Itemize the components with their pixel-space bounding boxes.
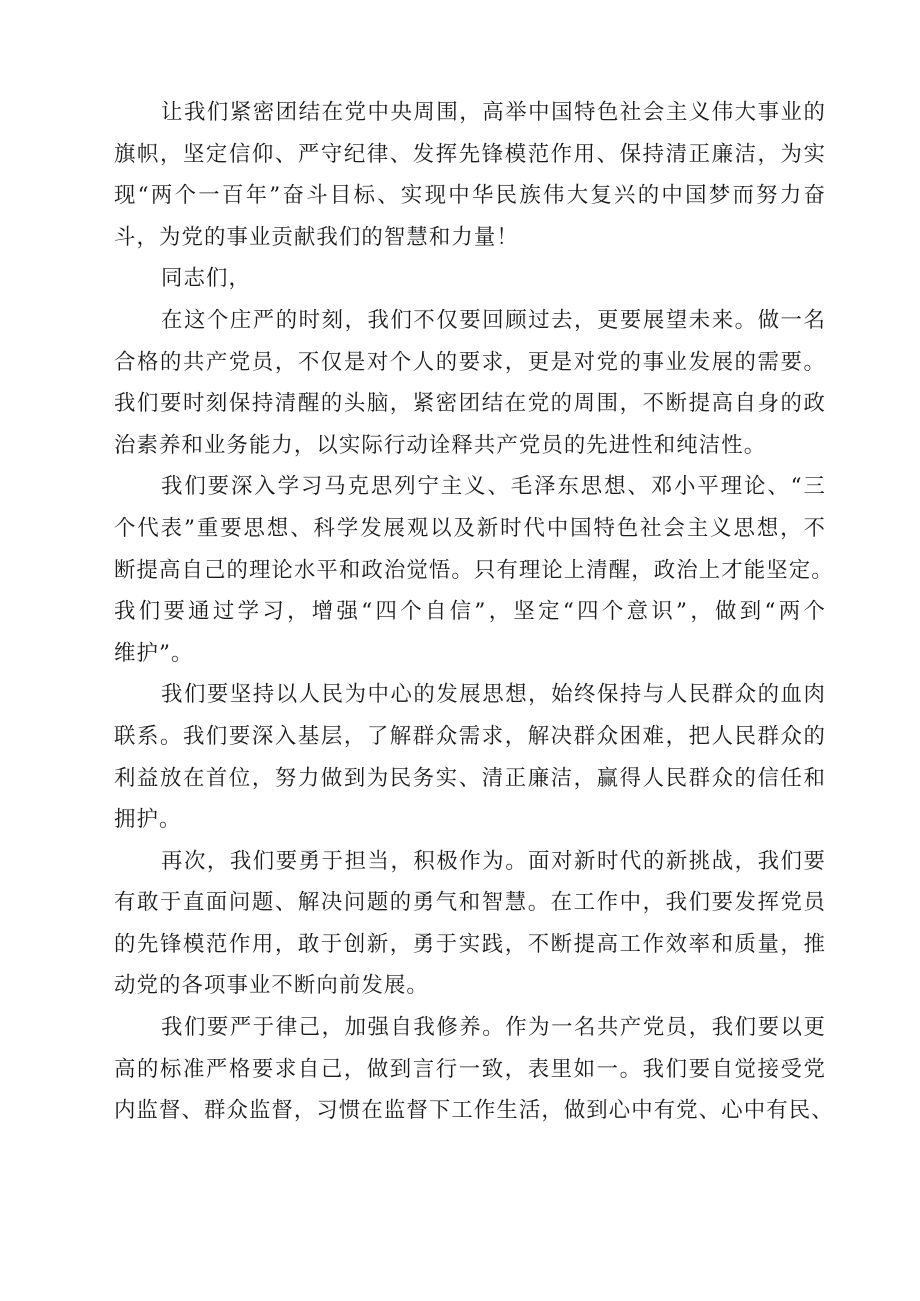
paragraph-salutation — [114, 258, 826, 300]
text-line: 维护”。 — [114, 640, 194, 666]
text-line: 斗，为党的事业贡献我们的智慧和力量！ — [114, 224, 519, 250]
text-line: 现“两个一百年”奋斗目标、实现中华民族伟大复兴的中国梦而努力奋 — [114, 183, 826, 209]
paragraph-self-discipline — [114, 1007, 834, 1132]
paragraph-theory-study — [114, 466, 834, 674]
paragraph-people-centered — [114, 674, 826, 840]
text-line: 高的标准严格要求自己，做到言行一致，表里如一。我们要自觉接受党 — [114, 1056, 826, 1082]
text-line: 让我们紧密团结在党中央周围，高举中国特色社会主义伟大事业的 — [161, 100, 826, 125]
text-line: 我们要深入学习马克思列宁主义、毛泽东思想、邓小平理论、“三 — [161, 474, 826, 500]
text-line: 利益放在首位，努力做到为民务实、清正廉洁，赢得人民群众的信任和 — [114, 765, 826, 791]
text-line: 在这个庄严的时刻，我们不仅要回顾过去，更要展望未来。做一名 — [161, 307, 826, 333]
text-line: 动党的各项事业不断向前发展。 — [114, 973, 429, 999]
text-line: 拥护。 — [114, 807, 182, 833]
document-body — [114, 92, 834, 1132]
text-line: 治素养和业务能力，以实际行动诠释共产党员的先进性和纯洁性。 — [114, 432, 767, 458]
text-line: 我们要通过学习，增强“四个自信”，坚定“四个意识”，做到“两个 — [114, 599, 826, 625]
text-line: 合格的共产党员，不仅是对个人的要求，更是对党的事业发展的需要。 — [114, 349, 826, 375]
paragraph-unite-around-party — [114, 92, 826, 258]
paragraph-take-responsibility — [114, 841, 826, 1007]
text-line: 再次，我们要勇于担当，积极作为。面对新时代的新挑战，我们要 — [161, 848, 826, 874]
text-line: 我们要严于律己，加强自我修养。作为一名共产党员，我们要以更 — [161, 1015, 826, 1041]
text-line: 内监督、群众监督，习惯在监督下工作生活，做到心中有党、心中有民、 — [114, 1098, 834, 1124]
paragraph-look-to-future — [114, 300, 826, 466]
text-line: 我们要坚持以人民为中心的发展思想，始终保持与人民群众的血肉 — [161, 682, 826, 708]
text-line: 断提高自己的理论水平和政治觉悟。只有理论上清醒，政治上才能坚定。 — [114, 557, 834, 583]
text-line: 联系。我们要深入基层，了解群众需求，解决群众困难，把人民群众的 — [114, 723, 826, 749]
text-line: 旗帜，坚定信仰、严守纪律、发挥先锋模范作用、保持清正廉洁，为实 — [114, 141, 826, 167]
text-line: 同志们， — [161, 266, 251, 292]
text-line: 的先锋模范作用，敢于创新，勇于实践，不断提高工作效率和质量，推 — [114, 931, 826, 957]
text-line: 有敢于直面问题、解决问题的勇气和智慧。在工作中，我们要发挥党员 — [114, 890, 826, 916]
text-line: 个代表”重要思想、科学发展观以及新时代中国特色社会主义思想，不 — [114, 515, 826, 541]
text-line: 我们要时刻保持清醒的头脑，紧密团结在党的周围，不断提高自身的政 — [114, 391, 826, 417]
